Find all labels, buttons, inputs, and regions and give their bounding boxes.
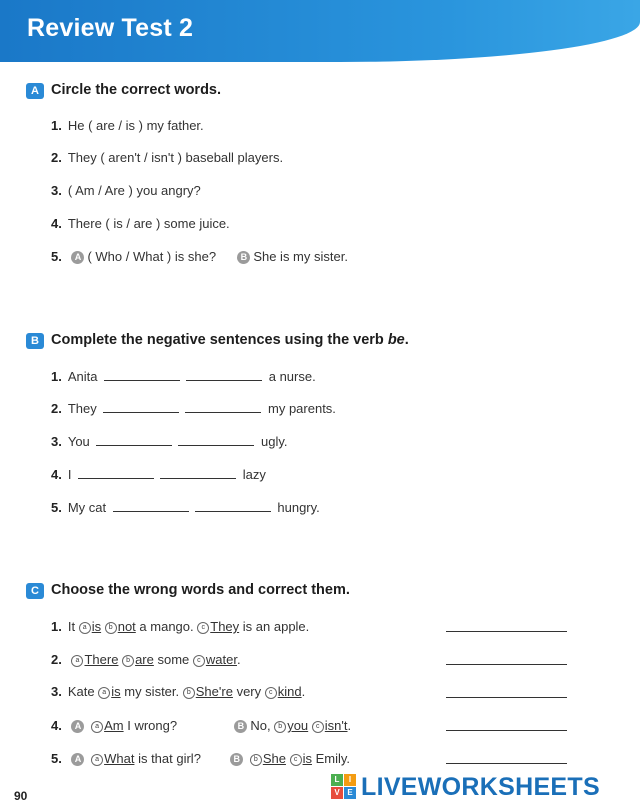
choice-marker: b <box>183 687 195 699</box>
section-c-item-4: 4. A a Am I wrong? B No, b you c isn't. <box>51 718 352 733</box>
choice-marker: b <box>250 754 262 766</box>
choice-marker: c <box>290 754 302 766</box>
speaker-a-marker: A <box>71 720 84 733</box>
correction-line-5[interactable] <box>446 763 567 764</box>
speaker-b-marker: B <box>234 720 247 733</box>
speaker-a-marker: A <box>71 251 84 264</box>
correction-line-1[interactable] <box>446 631 567 632</box>
section-b-badge: B <box>26 333 44 349</box>
answer-blank[interactable] <box>195 500 271 512</box>
header-banner <box>0 0 640 62</box>
choice-marker: b <box>122 655 134 667</box>
section-a-item-1: 1. He ( are / is ) my father. <box>51 118 204 133</box>
answer-blank[interactable] <box>103 401 179 413</box>
correction-line-4[interactable] <box>446 730 567 731</box>
section-c-item-5: 5. A a What is that girl? B b She c is Emily. <box>51 751 351 766</box>
section-a-title: Circle the correct words. <box>51 82 222 98</box>
speaker-b-marker: B <box>230 753 243 766</box>
section-a-item-3: 3. ( Am / Are ) you angry? <box>51 183 201 198</box>
section-c-title: Choose the wrong words and correct them. <box>51 582 350 598</box>
choice-marker: a <box>98 687 110 699</box>
correction-line-3[interactable] <box>446 697 567 698</box>
liveworksheets-logo[interactable] <box>331 772 600 802</box>
section-b-item-4: 4. I lazy <box>51 467 266 482</box>
answer-blank[interactable] <box>78 467 154 479</box>
section-c-item-2: 2. a There b are some c water. <box>51 652 241 667</box>
section-b-item-1: 1. Anita a nurse. <box>51 369 316 384</box>
section-c-badge: C <box>26 583 44 599</box>
choice-marker: a <box>91 754 103 766</box>
answer-blank[interactable] <box>160 467 236 479</box>
answer-blank[interactable] <box>96 434 172 446</box>
answer-blank[interactable] <box>185 401 261 413</box>
section-a-badge: A <box>26 83 44 99</box>
choice-marker: c <box>197 622 209 634</box>
choice-marker: a <box>71 655 83 667</box>
section-b-item-2: 2. They my parents. <box>51 401 336 416</box>
choice-marker: c <box>265 687 277 699</box>
choice-marker: a <box>79 622 91 634</box>
section-a-item-2: 2. They ( aren't / isn't ) baseball players. <box>51 150 284 165</box>
answer-blank[interactable] <box>113 500 189 512</box>
answer-blank[interactable] <box>104 369 180 381</box>
choice-marker: c <box>193 655 205 667</box>
section-b-title: Complete the negative sentences using the verb be. <box>51 332 409 348</box>
answer-blank[interactable] <box>178 434 254 446</box>
section-c-item-1: 1. It a is b not a mango. c They is an apple. <box>51 619 310 634</box>
choice-marker: c <box>312 721 324 733</box>
page-title: Review Test 2 <box>27 14 194 42</box>
section-b-item-3: 3. You ugly. <box>51 434 288 449</box>
choice-marker: b <box>274 721 286 733</box>
section-a-item-5: 5. A ( Who / What ) is she? B She is my sister. <box>51 249 348 264</box>
section-b-item-5: 5. My cat hungry. <box>51 500 320 515</box>
choice-marker: b <box>105 622 117 634</box>
section-a-item-4: 4. There ( is / are ) some juice. <box>51 216 230 231</box>
correction-line-2[interactable] <box>446 664 567 665</box>
logo-text: LIVEWORKSHEETS <box>361 772 600 801</box>
logo-icon: L I V E <box>331 774 357 800</box>
speaker-a-marker: A <box>71 753 84 766</box>
choice-marker: a <box>91 721 103 733</box>
speaker-b-marker: B <box>237 251 250 264</box>
page-number: 90 <box>14 789 28 803</box>
section-c-item-3: 3. Kate a is my sister. b She're very c kind. <box>51 684 306 699</box>
answer-blank[interactable] <box>186 369 262 381</box>
